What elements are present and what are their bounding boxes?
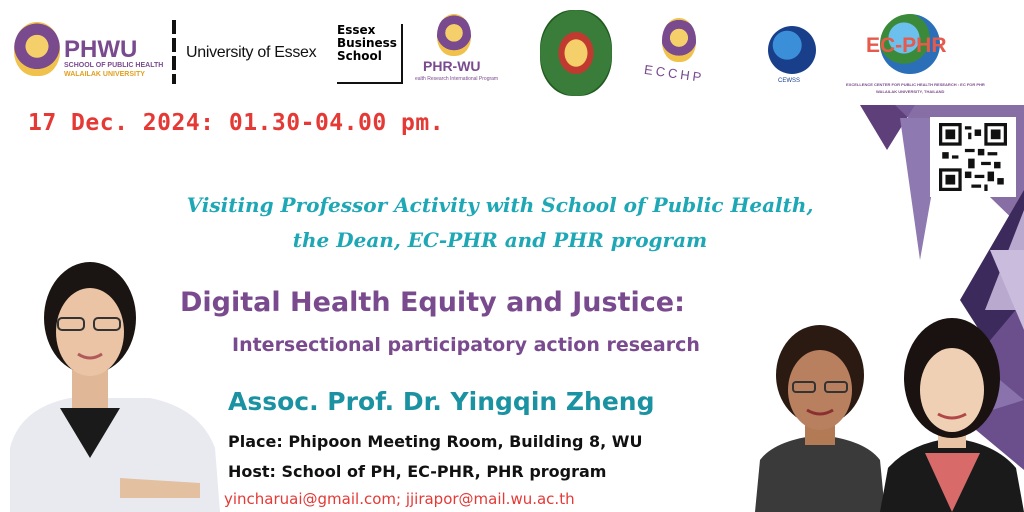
activity-line-2: the Dean, EC-PHR and PHR program — [292, 228, 708, 252]
essex-business-line: School — [337, 49, 382, 63]
phwu-logo-text: PHWU — [64, 36, 138, 63]
qr-code-icon — [930, 117, 1016, 197]
essex-business-line: Business — [337, 36, 397, 50]
event-place: Place: Phipoon Meeting Room, Building 8, WU — [228, 432, 643, 451]
speaker-photo — [0, 258, 230, 512]
phr-wu-logo-sub: ealth Research International Program — [415, 76, 499, 82]
ecchp-logo-text: ECCHP — [643, 61, 706, 86]
event-host: Host: School of PH, EC-PHR, PHR program — [228, 462, 607, 481]
cewss-logo-text: CEWSS — [778, 78, 801, 84]
event-date: 17 Dec. 2024: 01.30-04.00 pm. — [28, 110, 445, 136]
ecchp-seal-icon — [662, 18, 696, 62]
host-photo-2 — [880, 318, 1024, 512]
cewss-wave-icon — [768, 26, 816, 74]
divider — [172, 20, 176, 84]
essex-logo-text: University of Essex — [186, 44, 317, 61]
phwu-logo-line1: SCHOOL OF PUBLIC HEALTH — [64, 62, 164, 69]
speaker-name: Assoc. Prof. Dr. Yingqin Zheng — [228, 387, 655, 416]
essex-business-logo — [337, 24, 403, 84]
phwu-logo-line2: WALAILAK UNIVERSITY — [64, 71, 145, 78]
host-photo-1 — [755, 320, 885, 512]
contact-emails: yincharuai@gmail.com; jjirapor@mail.wu.ac.th — [224, 490, 575, 508]
event-subtitle: Intersectional participatory action research — [232, 334, 700, 356]
activity-line-1: Visiting Professor Activity with School of Public Health, — [186, 193, 814, 217]
logo-bar — [0, 0, 1024, 110]
rajabhat-seal-icon — [540, 10, 612, 96]
ecphr-logo-sub2: WALAILAK UNIVERSITY, THAILAND — [876, 89, 945, 94]
essex-business-line: Essex — [337, 23, 376, 37]
phr-wu-logo-text: PHR-WU — [423, 58, 481, 74]
event-title: Digital Health Equity and Justice: — [180, 287, 685, 318]
ecphr-logo-text: EC-PHR — [866, 34, 947, 57]
phwu-seal-icon — [14, 22, 60, 76]
ecphr-logo-sub1: EXCELLENCE CENTER FOR PUBLIC HEALTH RESEARCH : EC FOR PHR — [846, 82, 985, 87]
phr-wu-seal-icon — [437, 14, 471, 56]
